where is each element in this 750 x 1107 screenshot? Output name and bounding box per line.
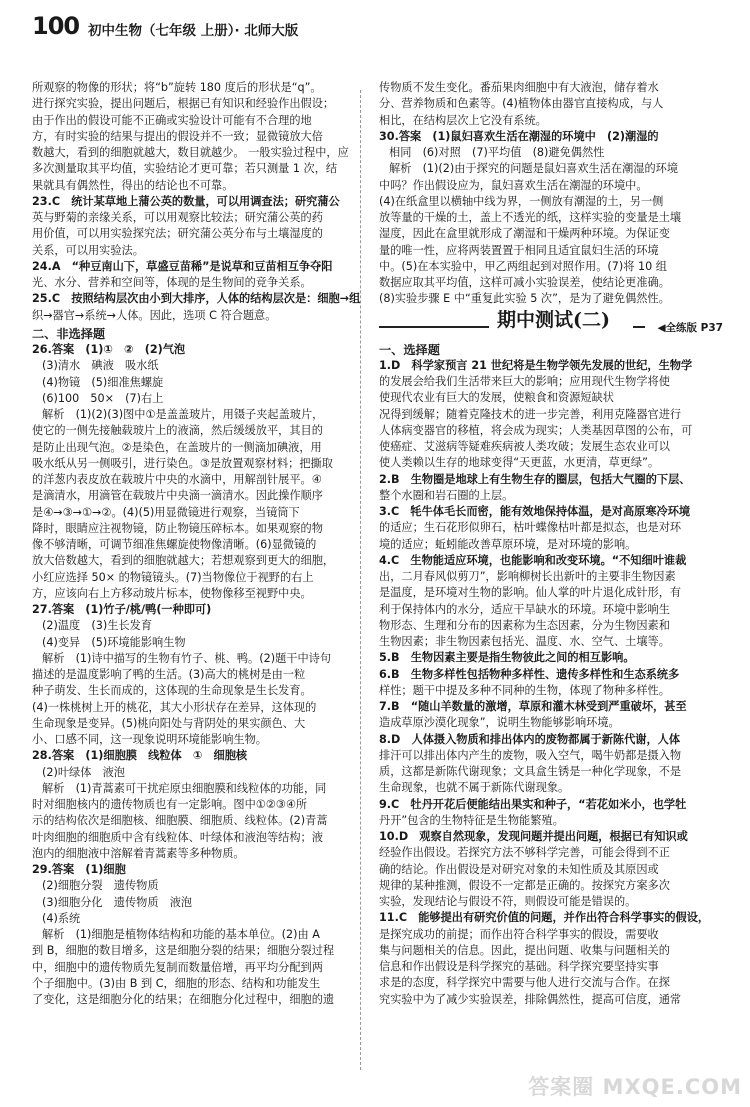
text-line: 放大倍数越大，看到的细胞就越大；若想观察到更大的细胞， — [32, 554, 335, 568]
text-line: 描述的是温度影响了鸭的生活。(3)高大的桃树是由一粒 — [32, 668, 306, 681]
text-line: 用价值，可以用实验探究法；研究蒲公英分布与土壤湿度的 — [32, 227, 323, 241]
text-line: 28.答案 (1)细胞膜 线粒体 ① 细胞核 — [32, 749, 248, 763]
text-line: 使癌症、艾滋病等疑难疾病被人类攻破；发展生态农业可以 — [379, 440, 670, 453]
text-line: 是④→③→①→②。(4)(5)用显微镜进行观察，当镜筒下 — [32, 505, 300, 519]
text-line: 关系，可以用实验法。 — [32, 243, 144, 257]
text-line: 的适应；生石花形似卵石，枯叶蝶像枯叶都是拟态，也是对环 — [379, 521, 682, 535]
text-line: (2)温度 (3)生长发育 — [42, 619, 153, 633]
text-line: 经验作出假设。若探究方法不够科学完善，可能会得到不正 — [379, 846, 670, 860]
book-title: 初中生物（七年级 上册）· 北师大版 — [88, 23, 299, 39]
text-line: 规律的某种推测，假设不一定都是正确的。按探究方案多次 — [379, 878, 670, 892]
text-line: 解析 (1)(2)(3)图中①是盖盖玻片，用镊子夹起盖玻片， — [42, 408, 324, 421]
text-line: 降时，眼睛应注视物镜，防止物镜压碎标本。如果观察的物 — [32, 521, 323, 535]
text-line: 中，细胞中的遗传物质先复制而数量倍增，再平均分配到两 — [32, 960, 323, 974]
text-line: 4.C 生物能适应环境，也能影响和改变环境。“不知细叶谁裁 — [379, 553, 687, 567]
text-line: 的洋葱内表皮放在载玻片中央的水滴中，用解剖针展平。④ — [32, 473, 322, 486]
text-line: 英与野菊的亲缘关系，可以用观察比较法；研究蒲公英的药 — [32, 211, 323, 224]
text-line: 示的结构依次是细胞核、细胞膜、细胞质、线粒体。(2)青蒿 — [32, 814, 328, 828]
text-line: (4)系统 — [42, 911, 81, 925]
text-line: 吸水纸从另一侧吸引，进行染色。③是放置观察材料；把撕取 — [32, 456, 333, 470]
text-line: 种子萌发、生长而成的，这体现的生命现象是生长发育。 — [32, 684, 312, 698]
text-line: 由于作出的假设可能不正确或实验设计可能有不合理的地 — [32, 113, 312, 127]
page-header — [32, 10, 722, 50]
text-line: 1.D 科学家预言 21 世纪将是生物学领先发展的世纪，生物学 — [379, 358, 693, 372]
text-line: (4)一株桃树上开的桃花，其大小形状存在差异，这体现的 — [32, 700, 317, 714]
text-line: 方，应该向右上方移动玻片标本，使物像移至视野中央。 — [32, 586, 312, 600]
text-line: 5.B 生物因素主要是指生物彼此之间的相互影响。 — [379, 651, 635, 665]
text-line: 确的结论。作出假设是对研究对象的未知性质及其原因或 — [379, 862, 659, 876]
text-line: 织→器官→系统→人体。因此，选项 C 符合题意。 — [32, 308, 277, 322]
text-line: 8.D 人体摄入物质和排出体内的废物都属于新陈代谢，人体 — [379, 732, 681, 746]
page-reference: ◀全练版 P37 — [657, 321, 723, 334]
text-line: 所观察的物像的形状；将“b”旋转 180 度后的形状是“q”。 — [32, 81, 322, 94]
text-line: 是防止出现气泡。②是染色，在盖玻片的一侧滴加碘液，用 — [32, 440, 322, 454]
text-line: 质，这都是新陈代谢现象；文具盒生锈是一种化学现象，不是 — [379, 765, 682, 778]
text-line: 排汗可以排出体内产生的废物，吸入空气，喝牛奶都是摄入物 — [379, 748, 682, 762]
text-line: 24.A “种豆南山下，草盛豆苗稀”是说草和豆苗相互争夺阳 — [32, 259, 333, 273]
text-line: (4)变异 (5)环境能影响生物 — [42, 635, 186, 649]
text-line: 进行探究实验，提出问题后，根据已有知识和经验作出假设； — [32, 97, 335, 111]
text-line: 解析 (1)细胞是植物体结构和功能的基本单位。(2)由 A — [42, 928, 320, 941]
text-line: 小红应选择 50× 的物镜镜头。(7)当物像位于视野的右上 — [32, 570, 314, 584]
text-line: 使它的一侧先接触载玻片上的液滴，然后缓缓放平，其目的 — [32, 424, 323, 438]
text-line: 果就具有偶然性，得出的结论也不可靠。 — [32, 178, 234, 192]
text-line: 是探究成功的前提；而作出符合科学事实的假设，需要收 — [379, 927, 659, 941]
text-line: 整个水圈和岩石圈的上层。 — [379, 488, 514, 502]
text-line: 时对细胞核内的遗传物质也有一定影响。图中①②③④所 — [32, 798, 308, 811]
heading-rule-left — [379, 326, 489, 328]
text-line: 中。(5)在本实验中，甲乙两组起到对照作用。(7)将 10 组 — [379, 259, 667, 273]
text-line: (4)在纸盒里以横轴中线为界，一侧放有潮湿的土，另一侧 — [379, 194, 664, 208]
text-line: 30.答案 (1)鼠妇喜欢生活在潮湿的环境中 (2)潮湿的 — [379, 129, 659, 143]
text-line: 29.答案 (1)细胞 — [32, 863, 126, 876]
text-line: 2.B 生物圈是地球上有生物生存的圈层，包括大气圈的下层、 — [379, 472, 691, 486]
text-line: 传物质不发生变化。番茄果肉细胞中有大液泡，储存着水 — [379, 81, 659, 94]
text-line: (3)细胞分化 遗传物质 液泡 — [42, 895, 193, 909]
text-line: 境的适应；蚯蚓能改善草原环境，是对环境的影响。 — [379, 537, 637, 551]
text-line: 求是的态度，科学探究中需要与他人进行交流与合作。在探 — [379, 976, 670, 990]
text-line: 9.C 牡丹开花后便能结出果实和种子，“若花如米小，也学牡 — [379, 797, 687, 811]
text-line: (3)清水 碘液 吸水纸 — [42, 359, 159, 373]
text-line: 10.D 观察自然现象，发现问题并提出问题，根据已有知识或 — [379, 830, 688, 843]
text-line: 是滴清水，用滴管在载玻片中央滴一滴清水。因此操作顺序 — [32, 489, 323, 503]
text-line: 叶肉细胞的细胞质中含有线粒体、叶绿体和液泡等结构；液 — [32, 830, 323, 844]
right-column-bottom — [379, 342, 727, 1008]
text-line: 集与问题相关的信息。因此，提出问题、收集与问题相关的 — [379, 943, 670, 957]
midterm-heading — [379, 308, 727, 340]
text-line: 相同 (6)对照 (7)平均值 (8)避免偶然性 — [389, 146, 605, 159]
section-heading: 二、非选择题 — [32, 326, 106, 341]
text-line: 信息和作出假设是科学探究的基础。科学探究要坚持实事 — [379, 960, 659, 973]
right-column — [379, 80, 727, 1100]
text-line: 25.C 按照结构层次由小到大排序，人体的结构层次是：细胞→组 — [32, 292, 361, 306]
text-line: (2)叶绿体 液泡 — [42, 765, 125, 779]
text-line: (2)细胞分裂 遗传物质 — [42, 879, 159, 893]
text-line: (4)物镜 (5)细准焦螺旋 — [42, 375, 164, 389]
text-line: 多次测量取其平均值，实验结论才更可靠；若只测量 1 次，结 — [32, 162, 338, 176]
text-line: 出，二月春风似剪刀”，影响柳树长出新叶的主要非生物因素 — [379, 570, 676, 583]
text-line: 是温度，是环境对生物的影响。仙人掌的叶片退化成针形，有 — [379, 586, 682, 600]
text-line: 解析 (1)诗中描写的生物有竹子、桃、鸭。(2)题干中诗句 — [42, 651, 332, 665]
text-line: 况得到缓解；随着克隆技术的进一步完善，利用克隆器官进行 — [379, 407, 682, 421]
text-line: 实验，发现结论与假设不符，则假设可能是错误的。 — [379, 895, 637, 908]
text-line: 小、口感不同，这一现象说明环境能影响生物。 — [32, 733, 267, 746]
page-number: 100 — [32, 12, 80, 40]
text-line: (6)100 50× (7)右上 — [42, 391, 164, 405]
text-line: 方，有时实验的结果与提出的假设并不一致；显微镜放大倍 — [32, 129, 323, 143]
text-line: 生命现象是变异。(5)桃向阳处与背阴处的果实颜色、大 — [32, 716, 306, 730]
text-line: 26.答案 (1)① ② (2)气泡 — [32, 343, 186, 356]
heading-rule-right — [633, 326, 645, 328]
section-heading: 一、选择题 — [379, 342, 440, 357]
text-line: 利于保持体内的水分，适应干旱缺水的环境。环境中影响生 — [379, 602, 670, 616]
text-line: 丹开”包含的生物特征是生物能繁殖。 — [379, 813, 564, 827]
text-line: 相比，在结构层次上它没有系统。 — [379, 113, 547, 127]
watermark-logo: 答案圈 MXQE.COM — [528, 1075, 742, 1099]
midterm-title: 期中测试(二) — [497, 308, 610, 331]
text-line: 量的唯一性，应将两装置置于相同且适宜鼠妇生活的环境 — [379, 243, 659, 257]
text-line: 造成草原沙漠化现象”，说明生物能够影响环境。 — [379, 716, 620, 730]
text-line: 究实验中为了减少实验误差，排除偶然性，提高可信度，通常 — [379, 992, 682, 1006]
text-line: 物形态、生理和分布的因素称为生态因素，分为生物因素和 — [379, 618, 670, 632]
text-line: 23.C 统计某草地上蒲公英的数量，可以用调查法；研究蒲公 — [32, 194, 340, 208]
text-line: 泡内的细胞液中溶解着青蒿素等多种物质。 — [32, 846, 245, 860]
text-line: 数据应取其平均值，这样可减小实验误差，使结论更准确。 — [379, 276, 670, 289]
text-line: 分、营养物质和色素等。(4)植物体由器官直接构成，与人 — [379, 97, 664, 111]
text-line: 放等量的干燥的土，盖上不透光的纸，这样实验的变量是土壤 — [379, 211, 682, 224]
text-line: 11.C 能够提出有研究价值的问题，并作出符合科学事实的假设， — [379, 911, 710, 925]
text-line: 了变化，这是细胞分化的结果；在细胞分化过程中，细胞的遗 — [32, 993, 335, 1006]
text-line: 到 B，细胞的数目增多，这是细胞分裂的结果；细胞分裂过程 — [32, 944, 335, 958]
text-line: 个子细胞中。(3)由 B 到 C，细胞的形态、结构和功能发生 — [32, 976, 321, 990]
text-line: 27.答案 (1)竹子/桃/鸭(一种即可) — [32, 603, 212, 616]
text-line: 使现代农业有巨大的发展，使粮食和资源短缺状 — [379, 391, 614, 405]
right-column-top — [379, 80, 727, 308]
text-line: 样性；题干中提及多种不同种的生物，体现了物种多样性。 — [379, 683, 670, 697]
text-line: 数越大，看到的细胞就越大，数目就越少。 一般实验过程中，应 — [32, 146, 349, 159]
text-line: 解析 (1)(2)由于探究的问题是鼠妇喜欢生活在潮湿的环境 — [389, 162, 679, 176]
text-line: 7.B “随山羊数量的激增，草原和灌木林受到严重破坏，甚至 — [379, 700, 687, 713]
text-line: 像不够清晰，可调节细准焦螺旋使物像清晰。(6)显微镜的 — [32, 538, 317, 551]
text-line: 中吗？作出假设应为，鼠妇喜欢生活在潮湿的环境中。 — [379, 178, 648, 192]
text-line: (8)实验步骤 E 中“重复此实验 5 次”，是为了避免偶然性。 — [379, 292, 670, 306]
text-line: 生命现象，也就不属于新陈代谢现象。 — [379, 781, 570, 795]
text-line: 6.B 生物多样性包括物种多样性、遗传多样性和生态系统多 — [379, 667, 680, 681]
text-line: 湿度，因此在盒里就形成了潮湿和干燥两种环境。为保证变 — [379, 227, 670, 241]
text-line: 光、水分、营养和空间等，体现的是生物间的竞争关系。 — [32, 276, 312, 289]
text-line: 生物因素；非生物因素包括光、温度、水、空气、土壤等。 — [379, 635, 670, 648]
text-line: 的发展会给我们生活带来巨大的影响；应用现代生物学将使 — [379, 375, 670, 388]
left-column — [32, 80, 379, 1100]
text-line: 解析 (1)青蒿素可干扰疟原虫细胞膜和线粒体的功能，同 — [42, 781, 327, 795]
text-line: 3.C 牦牛体毛长而密，能有效地保持体温，是对高原寒冷环境 — [379, 505, 691, 518]
text-line: 人体病变器官的移植，将会成为现实；人类基因草图的公布，可 — [379, 423, 693, 437]
text-line: 使人类赖以生存的地球变得“天更蓝，水更清，草更绿”。 — [379, 456, 660, 470]
